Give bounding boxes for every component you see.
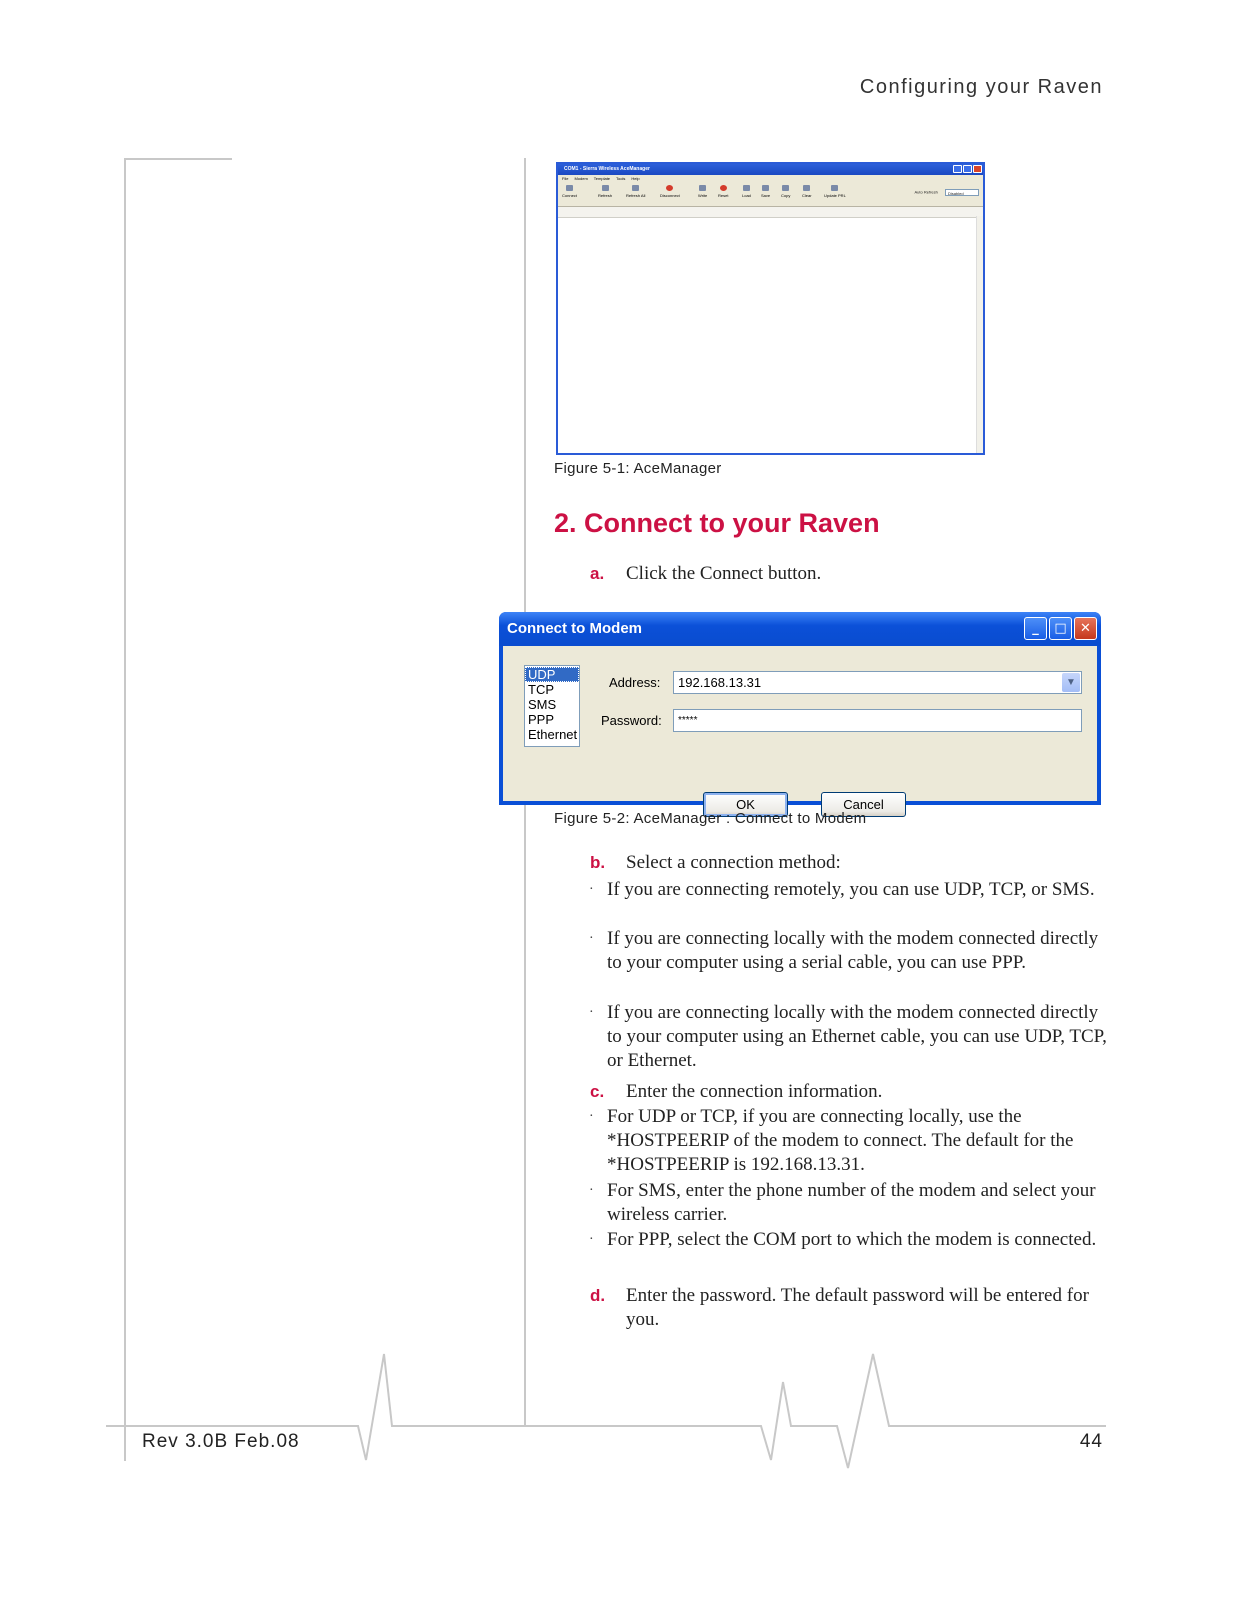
method-tcp[interactable]: TCP xyxy=(528,682,554,697)
footer-heartbeat-line xyxy=(106,1348,1106,1473)
list-item xyxy=(589,927,1109,999)
dialog-title: Connect to Modem xyxy=(507,620,642,637)
page-number: 44 xyxy=(1079,1431,1103,1452)
clear-icon xyxy=(803,185,810,191)
running-header: Configuring your Raven xyxy=(859,76,1103,98)
close-icon[interactable] xyxy=(973,165,982,173)
menu-modem[interactable]: Modem xyxy=(574,176,588,181)
bullet-text: For SMS, enter the phone number of the modem and select your wireless carrier. xyxy=(607,1180,1096,1225)
bullet-icon: · xyxy=(589,1109,594,1124)
cancel-button[interactable]: Cancel xyxy=(821,792,906,817)
list-item xyxy=(589,1179,1109,1227)
address-combobox[interactable] xyxy=(673,671,1082,694)
save-button[interactable] xyxy=(761,185,770,198)
connect-label: Connect xyxy=(562,193,577,198)
bullet-text: For PPP, select the COM port to which the modem is connected. xyxy=(607,1229,1097,1250)
refresh-button[interactable] xyxy=(598,185,612,198)
connect-icon xyxy=(566,185,573,191)
copy-button[interactable] xyxy=(781,185,790,198)
update-prl-label: Update PRL xyxy=(824,193,846,198)
auto-refresh-label: Auto Refresh xyxy=(914,189,938,195)
menu-file[interactable]: File xyxy=(562,176,569,181)
step-a-letter: a. xyxy=(590,564,605,583)
acemanager-window xyxy=(556,162,985,455)
copy-label: Copy xyxy=(781,193,791,198)
connect-to-modem-dialog xyxy=(499,612,1101,812)
list-item xyxy=(589,1228,1109,1276)
bullet-text: If you are connecting remotely, you can use UDP, TCP, or SMS. xyxy=(607,879,1095,900)
acemanager-titlebar xyxy=(558,164,983,175)
list-item xyxy=(589,1105,1109,1177)
disconnect-button[interactable] xyxy=(660,185,680,198)
method-sms[interactable]: SMS xyxy=(528,697,557,712)
address-label: Address: xyxy=(609,675,661,690)
connect-button[interactable] xyxy=(562,185,577,198)
step-b-letter: b. xyxy=(590,853,606,872)
auto-refresh-dropdown[interactable]: Disabled xyxy=(945,189,979,196)
bullet-icon: · xyxy=(589,1232,594,1247)
maximize-icon[interactable] xyxy=(963,165,972,173)
step-c-text: Enter the connection information. xyxy=(626,1081,883,1102)
method-ppp[interactable]: PPP xyxy=(528,712,555,727)
clear-button[interactable] xyxy=(802,185,812,198)
bullet-text: If you are connecting locally with the modem connected directly to your computer using an Ethernet cable, you can use UDP, TCP, or Ethernet. xyxy=(607,1002,1107,1071)
step-c-letter: c. xyxy=(590,1082,605,1101)
list-item xyxy=(589,878,1109,926)
bullet-icon: · xyxy=(589,882,594,897)
bullet-text: If you are connecting locally with the modem connected directly to your computer using a serial cable, you can use PPP. xyxy=(607,928,1099,973)
list-item xyxy=(589,1001,1109,1073)
menu-help[interactable]: Help xyxy=(631,176,640,181)
password-label: Password: xyxy=(601,713,662,728)
password-field[interactable]: ***** xyxy=(673,709,1082,732)
step-b xyxy=(590,851,1110,875)
refresh-all-icon xyxy=(632,185,639,191)
dialog-titlebar xyxy=(499,612,1101,646)
refresh-label: Refresh xyxy=(598,193,613,198)
method-udp[interactable]: UDP xyxy=(525,667,579,682)
step-d-letter: d. xyxy=(590,1286,606,1305)
step-b-text: Select a connection method: xyxy=(626,852,841,873)
step-d-text: Enter the password. The default password will be entered for you. xyxy=(626,1285,1089,1330)
clear-label: Clear xyxy=(802,193,812,198)
reset-label: Reset xyxy=(718,193,729,198)
acemanager-grid-header xyxy=(558,207,983,218)
write-icon xyxy=(699,185,706,191)
method-ethernet[interactable]: Ethernet xyxy=(528,727,578,742)
disconnect-icon xyxy=(666,185,673,191)
minimize-icon[interactable] xyxy=(953,165,962,173)
menu-tools[interactable]: Tools xyxy=(616,176,626,181)
footer-revision: Rev 3.0B Feb.08 xyxy=(142,1431,300,1452)
reset-button[interactable] xyxy=(718,185,728,198)
connection-method-list[interactable] xyxy=(524,665,580,747)
top-left-rule xyxy=(124,158,232,160)
bullet-text: For UDP or TCP, if you are connecting locally, use the *HOSTPEERIP of the modem to connect. The default for the *HOSTPEERIP is 192.168.13.31. xyxy=(607,1106,1074,1175)
step-d xyxy=(590,1284,1110,1332)
update-prl-icon xyxy=(831,185,838,191)
write-button[interactable] xyxy=(698,185,707,198)
save-label: Save xyxy=(761,193,771,198)
ok-button[interactable]: OK xyxy=(703,792,788,817)
load-label: Load xyxy=(742,193,751,198)
step-c xyxy=(590,1080,1110,1104)
update-prl-button[interactable] xyxy=(824,185,846,198)
acemanager-menubar xyxy=(558,175,983,182)
bullet-icon: · xyxy=(589,931,594,946)
minimize-icon[interactable]: _ xyxy=(1024,617,1047,640)
reset-icon xyxy=(720,185,727,191)
disconnect-label: Disconnect xyxy=(660,193,680,198)
maximize-icon[interactable]: □ xyxy=(1049,617,1072,640)
load-button[interactable] xyxy=(742,185,751,198)
refresh-icon xyxy=(602,185,609,191)
section-heading: 2. Connect to your Raven xyxy=(554,508,880,538)
address-value: 192.168.13.31 xyxy=(678,675,762,690)
figure-5-2-caption: Figure 5-2: AceManager : Connect to Modem xyxy=(554,810,867,827)
acemanager-scrollbar[interactable] xyxy=(976,216,983,453)
auto-refresh-control xyxy=(915,189,979,196)
save-icon xyxy=(762,185,769,191)
chevron-down-icon[interactable]: ▼ xyxy=(1062,673,1080,692)
step-a xyxy=(590,562,1110,586)
dialog-body xyxy=(503,646,1097,812)
copy-icon xyxy=(782,185,789,191)
step-a-text: Click the Connect button. xyxy=(626,563,822,584)
acemanager-title: COM1 - Sierra Wireless AceManager xyxy=(564,166,650,172)
bullet-icon: · xyxy=(589,1183,594,1198)
acemanager-toolbar xyxy=(558,182,983,207)
menu-template[interactable]: Template xyxy=(593,176,611,181)
figure-5-1-caption: Figure 5-1: AceManager xyxy=(554,460,722,477)
write-label: Write xyxy=(698,193,708,198)
left-margin-rule xyxy=(124,158,126,1461)
load-icon xyxy=(743,185,750,191)
bullet-icon: · xyxy=(589,1005,594,1020)
refresh-all-label: Refresh All xyxy=(626,193,646,198)
refresh-all-button[interactable] xyxy=(626,185,645,198)
close-icon[interactable]: ✕ xyxy=(1074,617,1097,640)
